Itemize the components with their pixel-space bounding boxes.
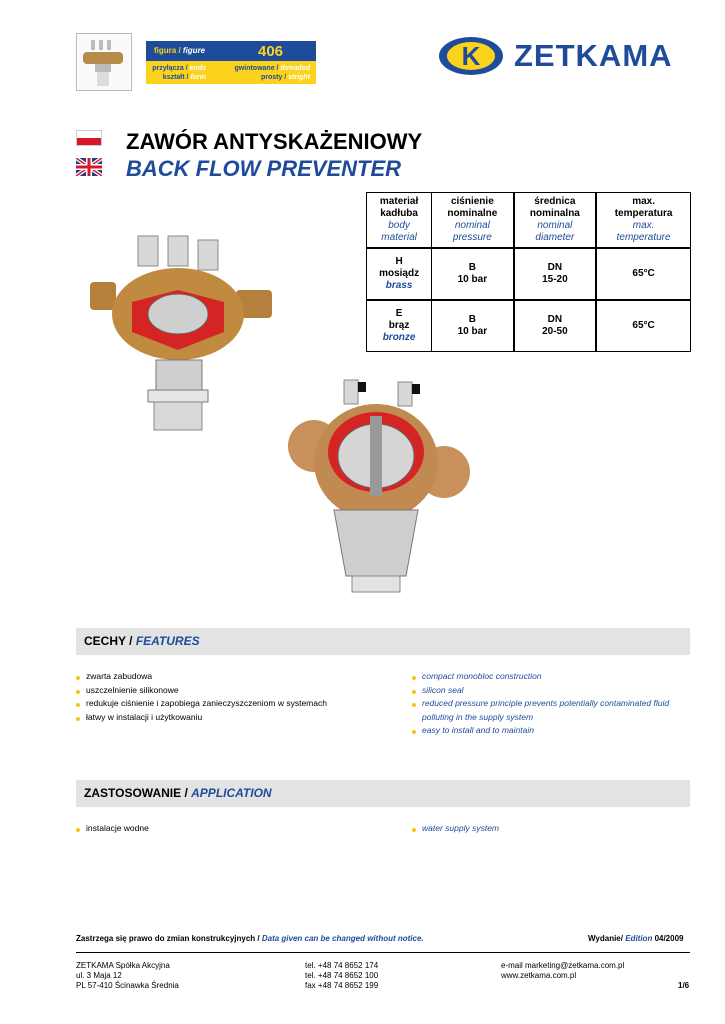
- company-address: ZETKAMA Spółka Akcyjna ul. 3 Maja 12 PL 57-410 Ścinawka Średnia: [76, 961, 179, 990]
- disclaimer-note: Zastrzega się prawo do zmian konstrukcyjnych / Data given can be changed without notice.: [76, 934, 424, 943]
- list-item: uszczelnienie silikonowe: [76, 684, 327, 698]
- list-item: łatwy w instalacji i użytkowaniu: [76, 711, 327, 725]
- form-label: kształt /: [162, 74, 189, 81]
- list-item: polluting in the supply system: [422, 711, 534, 722]
- features-list-en: [412, 670, 669, 738]
- table-header-row: [367, 193, 691, 248]
- figure-number: 406: [258, 43, 284, 60]
- zetkama-logo-icon: [438, 36, 504, 76]
- ends-value: gwintowane /: [234, 65, 279, 72]
- ends-label-en: ends: [189, 65, 206, 72]
- figure-label: figura /: [154, 46, 181, 55]
- list-item: reduced pressure principle prevents potentially contaminated fluid: [412, 697, 669, 711]
- uk-flag-icon: [76, 158, 102, 176]
- list-item: water supply system: [412, 822, 499, 836]
- logo-letter: K: [461, 41, 481, 71]
- list-item: redukuje ciśnienie i zapobiega zanieczyszczeniom w systemach: [76, 697, 327, 711]
- table-row: H mosiądz brass B 10 bar DN 15-20 65°C: [367, 248, 691, 300]
- features-list-pl: [76, 670, 327, 724]
- product-image-brass: [86, 232, 286, 432]
- page-title-en: BACK FLOW PREVENTER: [126, 156, 401, 181]
- header-nominal-pressure: ciśnienie nominalne nominal pressure: [432, 193, 514, 248]
- page-title: ZAWÓR ANTYSKAŻENIOWY: [126, 129, 423, 154]
- figure-info-box: [146, 41, 316, 84]
- list-item: silicon seal: [412, 684, 669, 698]
- figure-label-en: figure: [182, 46, 206, 55]
- list-item: zwarta zabudowa: [76, 670, 327, 684]
- ends-value-en: threaded: [280, 65, 310, 72]
- poland-flag-icon: [76, 130, 102, 146]
- application-list-pl: [76, 822, 149, 836]
- product-thumbnail: [76, 33, 132, 91]
- list-item: compact monobloc construction: [412, 670, 669, 684]
- specification-table: [366, 192, 691, 352]
- header-nominal-diameter: średnica nominalna nominal diameter: [514, 193, 597, 248]
- company-phones: tel. +48 74 8652 174 tel. +48 74 8652 100 fax +48 74 8652 199: [305, 961, 379, 990]
- header-max-temperature: max. temperatura max. temperature: [596, 193, 690, 248]
- company-contact: [501, 961, 624, 981]
- header-body-material: materiał kadłuba body material: [367, 193, 432, 248]
- table-row: E brąz bronze B 10 bar DN 20-50 65°C: [367, 300, 691, 352]
- edition-info: Wydanie/ Edition 04/2009: [588, 934, 684, 943]
- features-header: CECHY / FEATURES: [76, 628, 690, 655]
- list-item: easy to install and to maintain: [412, 724, 669, 738]
- website-link[interactable]: www.zetkama.com.pl: [501, 971, 577, 980]
- page-number: 1/6: [678, 981, 690, 990]
- form-label-en: form: [190, 74, 206, 81]
- application-list-en: [412, 822, 499, 836]
- form-value: prosty /: [260, 74, 287, 81]
- logo-text: ZETKAMA: [514, 38, 673, 73]
- list-item: instalacje wodne: [76, 822, 149, 836]
- product-image-bronze: [274, 376, 474, 596]
- footer-divider: [76, 952, 690, 953]
- application-header: ZASTOSOWANIE / APPLICATION: [76, 780, 690, 807]
- ends-label: przyłącza /: [152, 65, 188, 72]
- email-link[interactable]: e-mail marketing@zetkama.com.pl: [501, 961, 625, 970]
- form-value-en: stright: [288, 74, 310, 81]
